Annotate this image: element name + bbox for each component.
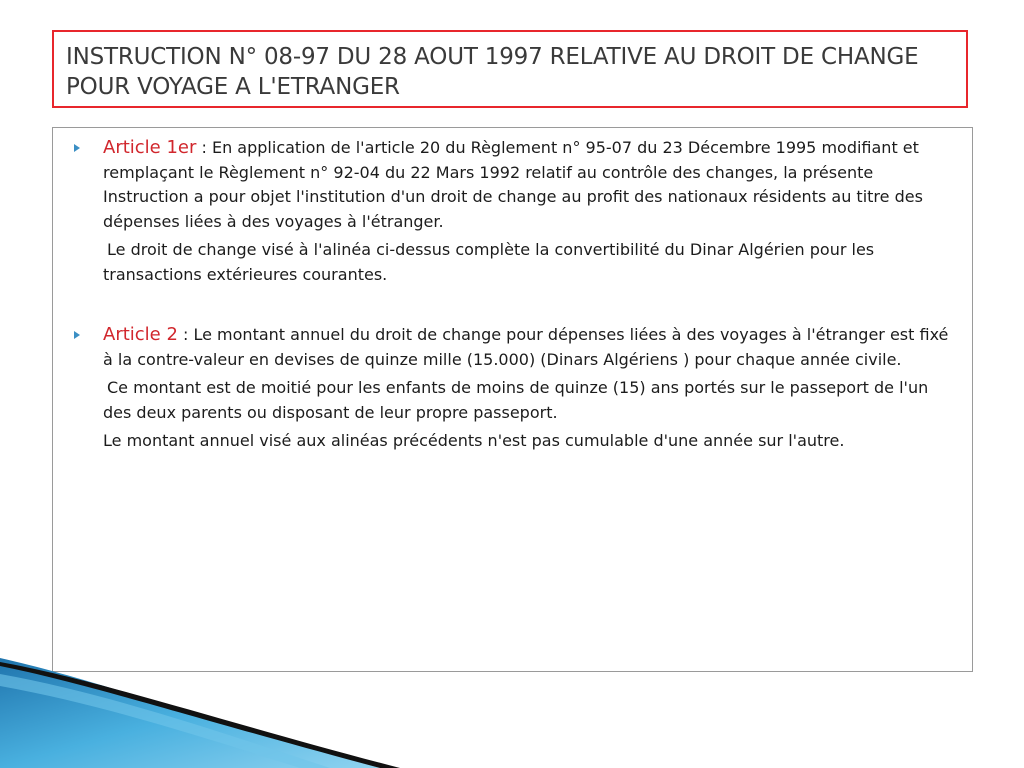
content-box (52, 127, 973, 672)
article-2-label: Article 2 (103, 324, 178, 345)
bullet-arrow-icon (74, 144, 80, 152)
article-2-subparagraph: Le montant annuel visé aux alinéas précédents n'est pas cumulable d'une année sur l'autre. (103, 431, 845, 450)
article-1 (73, 136, 952, 287)
title-box (52, 30, 968, 108)
article-2-subparagraph: Ce montant est de moitié pour les enfants de moins de quinze (15) ans portés sur le passeport de l'un des deux parents ou disposant de leur propre passeport. (103, 378, 929, 422)
article-1-label: Article 1er (103, 137, 197, 158)
article-2-text: Le montant annuel du droit de change pour dépenses liées à des voyages à l'étranger est fixé à la contre-valeur en devises de quinze mille (15.000) (Dinars Algériens ) pour chaque année civile. (103, 325, 949, 369)
article-2-separator: : (177, 325, 194, 344)
decorative-swoosh (0, 628, 420, 768)
article-1-text: En application de l'article 20 du Règlement n° 95-07 du 23 Décembre 1995 modifiant et remplaçant le Règlement n° 92-04 du 22 Mars 1992 relatif au contrôle des changes, la présente Instruction a pour objet l'institution d'un droit de change au profit des nationaux résidents au titre des dépenses liées à des voyages à l'étranger. (103, 138, 923, 231)
slide-title: INSTRUCTION N° 08-97 DU 28 AOUT 1997 RELATIVE AU DROIT DE CHANGE POUR VOYAGE A L'ETRANGER (66, 44, 919, 100)
bullet-arrow-icon (74, 331, 80, 339)
article-1-separator: : (196, 138, 212, 157)
article-1-subparagraph: Le droit de change visé à l'alinéa ci-dessus complète la convertibilité du Dinar Algérien pour les transactions extérieures courantes. (103, 240, 875, 284)
article-2 (73, 323, 952, 454)
article-1-paragraph (103, 136, 952, 234)
article-2-paragraph (103, 323, 952, 372)
